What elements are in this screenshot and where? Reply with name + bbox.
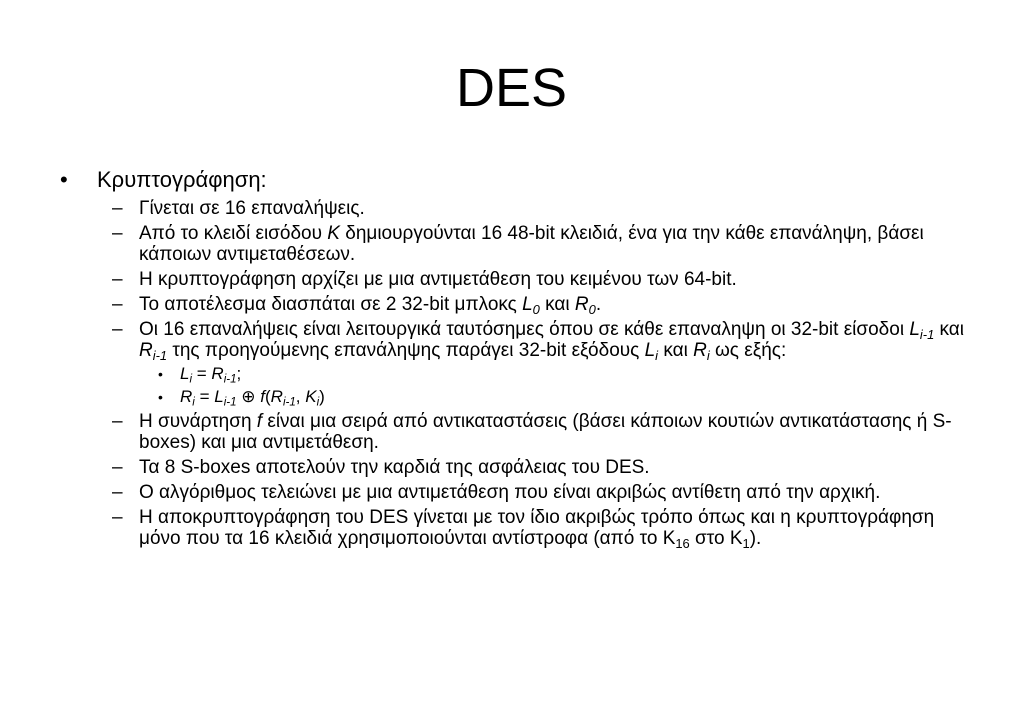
math-subscript: i xyxy=(316,396,320,409)
math-subscript: 0 xyxy=(532,301,540,317)
math-punctuation: , xyxy=(295,387,306,406)
dash-icon: – xyxy=(112,294,123,315)
sub-item-text: Οι 16 επαναλήψεις είναι λειτουργικά ταυτόσημες όπου σε κάθε επαναληψη οι 32-bit είσοδοι xyxy=(139,319,910,340)
math-subscript: i xyxy=(192,396,195,409)
math-symbol: R xyxy=(574,294,589,315)
dash-icon: – xyxy=(112,457,123,478)
sub-item-function-f xyxy=(97,411,980,453)
sub-item-sboxes xyxy=(97,457,980,478)
key-symbol: K xyxy=(327,223,340,244)
sub-item-rounds-description xyxy=(97,319,980,361)
sub-item-text: . xyxy=(595,294,602,315)
math-subscript: i-1 xyxy=(223,396,237,409)
formula-left-half xyxy=(140,364,980,384)
math-subscript: i xyxy=(189,373,193,386)
math-symbol: L xyxy=(180,364,190,383)
dash-icon: – xyxy=(112,411,123,432)
sub-item-text: ). xyxy=(749,528,762,549)
sub-item-key-generation xyxy=(97,223,980,265)
dash-icon: – xyxy=(112,223,123,244)
sub-item-text: και xyxy=(539,294,575,315)
sub-item-initial-permutation xyxy=(97,269,980,290)
bullet-icon: • xyxy=(60,167,68,192)
sub-item-text: Η συνάρτηση xyxy=(139,411,257,432)
math-punctuation: ; xyxy=(236,364,242,383)
math-subscript: i-1 xyxy=(223,373,237,386)
math-subscript: i-1 xyxy=(919,326,935,342)
math-symbol: R xyxy=(139,340,153,361)
math-punctuation: ) xyxy=(319,387,325,406)
sub-item-text: είναι μια σειρά από αντικαταστάσεις (βάσει κάποιων κουτιών αντικατάστασης ή S-boxes) και μια αντιμετάθεση. xyxy=(139,411,952,453)
sub-item-text: Ο αλγόριθμος τελειώνει με μια αντιμετάθεση που είναι ακριβώς αντίθετη από την αρχική. xyxy=(139,482,881,503)
dash-icon: – xyxy=(112,482,123,503)
math-subscript: i xyxy=(655,347,659,363)
math-symbol: f xyxy=(260,387,265,406)
sub-item-text: και xyxy=(658,340,694,361)
sub-item-text: δημιουργούνται 16 48-bit κλειδιά, ένα για την κάθε επανάληψη, βάσει κάποιων αντιμεταθέσεων. xyxy=(139,223,924,265)
math-subscript: 16 xyxy=(675,535,690,551)
dot-icon: • xyxy=(158,366,163,382)
sub-item-text: Γίνεται σε 16 επαναλήψεις. xyxy=(139,198,365,219)
dash-icon: – xyxy=(112,507,123,528)
math-symbol: R xyxy=(693,340,707,361)
math-subscript: 1 xyxy=(742,535,750,551)
math-symbol: L xyxy=(522,294,533,315)
sub-item-rounds xyxy=(97,198,980,219)
math-operator: = xyxy=(194,387,215,406)
formula-right-half xyxy=(140,387,980,407)
sub-item-text: Η αποκρυπτογράφηση του DES γίνεται με τον ίδιο ακριβώς τρόπο όπως και η κρυπτογράφηση μόνο που τα 16 κλειδιά χρησιμοποιούνται αντίστροφα (από το K xyxy=(139,507,935,549)
sub-item-text: ως εξής: xyxy=(709,340,787,361)
dot-icon: • xyxy=(158,389,163,405)
math-punctuation: ( xyxy=(264,387,271,406)
math-subscript: i-1 xyxy=(152,347,168,363)
math-subscript: i xyxy=(706,347,710,363)
sub-item-split-blocks xyxy=(97,294,980,315)
sub-item-text: Το αποτέλεσμα διασπάται σε 2 32-bit μπλοκς xyxy=(139,294,523,315)
math-subscript: i-1 xyxy=(282,396,296,409)
math-symbol: L xyxy=(214,387,224,406)
slide-title: DES xyxy=(455,58,568,118)
sub-item-final-permutation xyxy=(97,482,980,503)
bullet-label: Κρυπτογράφηση: xyxy=(97,167,267,192)
sub-item-text: και xyxy=(934,319,965,340)
math-symbol: L xyxy=(644,340,656,361)
sub-item-text: Τα 8 S-boxes αποτελούν την καρδιά της ασφάλειας του DES. xyxy=(139,457,650,478)
sub-item-decryption xyxy=(97,507,980,549)
sub-item-text: της προηγούμενης επανάληψης παράγει 32-bit εξόδους xyxy=(167,340,645,361)
math-symbol: R xyxy=(270,387,283,406)
dash-icon: – xyxy=(112,319,123,340)
sub-item-text: Από το κλειδί εισόδου xyxy=(139,223,328,244)
bullet-encryption xyxy=(60,168,980,192)
math-symbol: f xyxy=(256,411,263,432)
math-operator: = xyxy=(192,364,212,383)
math-symbol: R xyxy=(211,364,224,383)
sub-item-text: στο K xyxy=(689,528,743,549)
dash-icon: – xyxy=(112,198,123,219)
sub-item-text: Η κρυπτογράφηση αρχίζει με μια αντιμετάθεση του κειμένου των 64-bit. xyxy=(139,269,737,290)
math-symbol: R xyxy=(180,387,193,406)
xor-icon: ⊕ xyxy=(236,387,261,406)
math-symbol: L xyxy=(909,319,920,340)
math-subscript: 0 xyxy=(588,301,596,317)
dash-icon: – xyxy=(112,269,123,290)
slide-content xyxy=(60,168,980,549)
math-symbol: K xyxy=(305,387,317,406)
